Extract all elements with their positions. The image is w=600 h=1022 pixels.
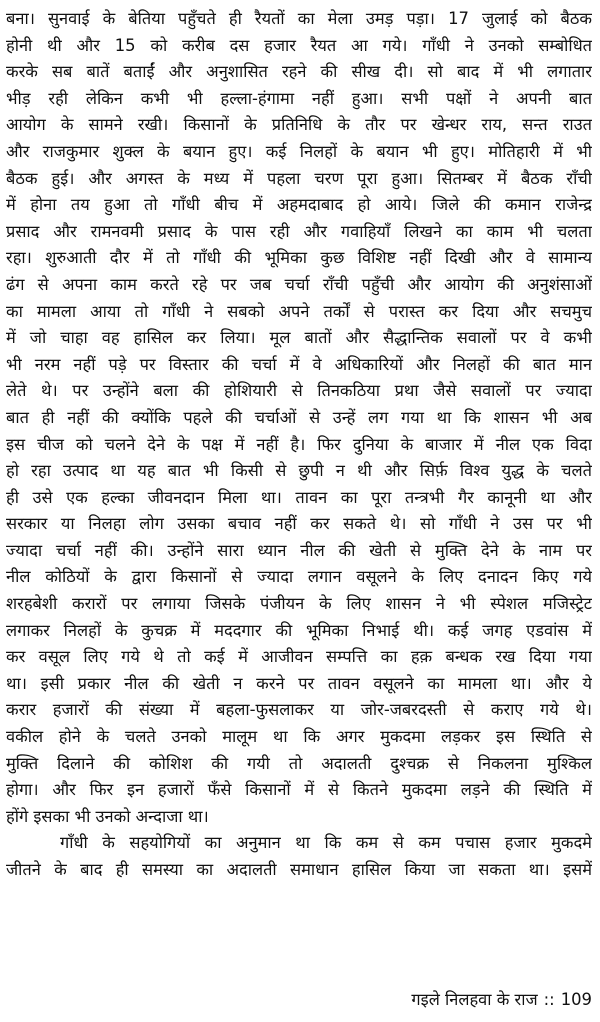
text-line: और राजकुमार शुक्ल के बयान हुए। कई निलहों के बयान भी हुए। मोतिहारी में भी [6,141,592,161]
text-line: शरहबेशी करारों पर लगाया जिसके पंजीयन के लिए शासन ने भी स्पेशल मजिस्ट्रेट [6,594,592,614]
text-line: करार हजारों की संख्या में बहला-फुसलाकर या जोर-जबरदस्ती से कराए गये थे। [6,700,592,720]
text-line: कर वसूल लिए गये थे तो कई में आजीवन सम्पत्ति का हक़ बन्धक रख दिया गया [6,647,592,667]
running-title: गइले निलहवा के राज [411,990,538,1009]
text-line: लगाकर निलहों के कुचक्र में मददगार की भूमिका निभाई थी। कई जगह एडवांस में [6,620,592,640]
text-line: भी नरम नहीं पड़े पर विस्तार की चर्चा में वे अधिकारियों और निलहों की बात मान [6,354,592,374]
paragraph-end-line: होंगे इसका भी उनको अन्दाजा था। [6,806,209,826]
page-number: 109 [560,990,592,1009]
text-line: ज्यादा चर्चा नहीं की। उन्होंने सारा ध्यान नील की खेती से मुक्ति देने के नाम पर [6,540,592,560]
text-line: था। इसी प्रकार नील की खेती न करने पर तावन वसूलने का मामला था। और ये [6,673,592,693]
page-footer [411,988,592,1012]
text-line: मुक्ति दिलाने की कोशिश की गयी तो अदालती दुश्चक्र से निकलना मुश्किल [6,753,592,773]
text-line: बना। सुनवाई के बेतिया पहुँचते ही रैयतों का मेला उमड़ पड़ा। 17 जुलाई को बैठक [6,9,592,28]
text-line: में जो चाहा वह हासिल कर लिया। मूल बातों और सैद्धान्तिक सवालों पर वे कभी [6,328,592,348]
text-line: का मामला आया तो गाँधी ने सबको अपने तर्कों से परास्त कर दिया और सचमुच [6,301,592,321]
text-line: हो रहा उत्पाद था यह बात भी किसी से छुपी न थी और सिर्फ़ विश्व युद्ध के चलते [6,461,592,481]
paragraph-start-line: गाँधी के सहयोगियों का अनुमान था कि कम से कम पचास हजार मुकदमे [60,833,592,853]
text-line: लेते थे। पर उन्होंने बला की होशियारी से तिनकठिया प्रथा जैसे सवालों पर ज्यादा [6,381,592,401]
text-line: सरकार या निलहा लोग उसका बचाव नहीं कर सकते थे। सो गाँधी ने उस पर भी [6,514,592,534]
text-line: जीतने के बाद ही समस्या का अदालती समाधान हासिल किया जा सकता था। इसमें [6,860,592,879]
text-line: बैठक हुई। और अगस्त के मध्य में पहला चरण पूरा हुआ। सितम्बर में बैठक राँची [6,168,592,188]
text-line: प्रसाद और रामनवमी प्रसाद के पास रही और गवाहियाँ लिखने का काम भी चलता [6,221,592,241]
text-line: करके सब बातें बताईं और अनुशासित रहने की सीख दी। सो बाद में भी लगातार [6,62,592,82]
text-line: ढंग से अपना काम करते रहे पर जब चर्चा राँची पहुँची और आयोग की अनुशंसाओं [6,274,592,294]
footer-separator: :: [543,990,555,1009]
text-line: होगा। और फिर इन हजारों फँसे किसानों में से कितने मुकदमा लड़ने की स्थिति में [6,780,592,800]
text-line: वकील होने के चलते उनको मालूम था कि अगर मुकदमा लड़कर इस स्थिति से [6,727,592,747]
text-line: रहा। शुरुआती दौर में तो गाँधी की भूमिका कुछ विशिष्ट नहीं दिखी और वे सामान्य [6,248,592,268]
text-line: में होना तय हुआ तो गाँधी बीच में अहमदाबाद हो आये। जिले की कमान राजेन्द्र [6,195,592,215]
text-line: इस चीज को चलने देने के पक्ष में नहीं है। फिर दुनिया के बाजार में नील एक विदा [6,434,592,454]
text-line: आयोग के सामने रखी। किसानों के प्रतिनिधि के तौर पर खेन्धर राय, सन्त राउत [6,115,592,135]
text-line: भीड़ रही लेकिन कभी भी हल्ला-हंगामा नहीं हुआ। सभी पक्षों ने अपनी बात [6,88,592,108]
text-line: ही उसे एक हल्का जीवनदान मिला था। तावन का पूरा तन्त्रभी गैर कानूनी था और [6,487,592,507]
page-body-text [6,6,592,884]
text-line: बात ही नहीं की क्योंकि पहले की चर्चाओं से उन्हें लग गया था कि शासन भी अब [6,407,592,427]
text-line: होनी थी और 15 को करीब दस हजार रैयत आ गये। गाँधी ने उनको सम्बोधित [6,35,592,55]
text-line: नील कोठियों के द्वारा किसानों से ज्यादा लगान वसूलने के लिए दनादन किए गये [6,567,592,587]
